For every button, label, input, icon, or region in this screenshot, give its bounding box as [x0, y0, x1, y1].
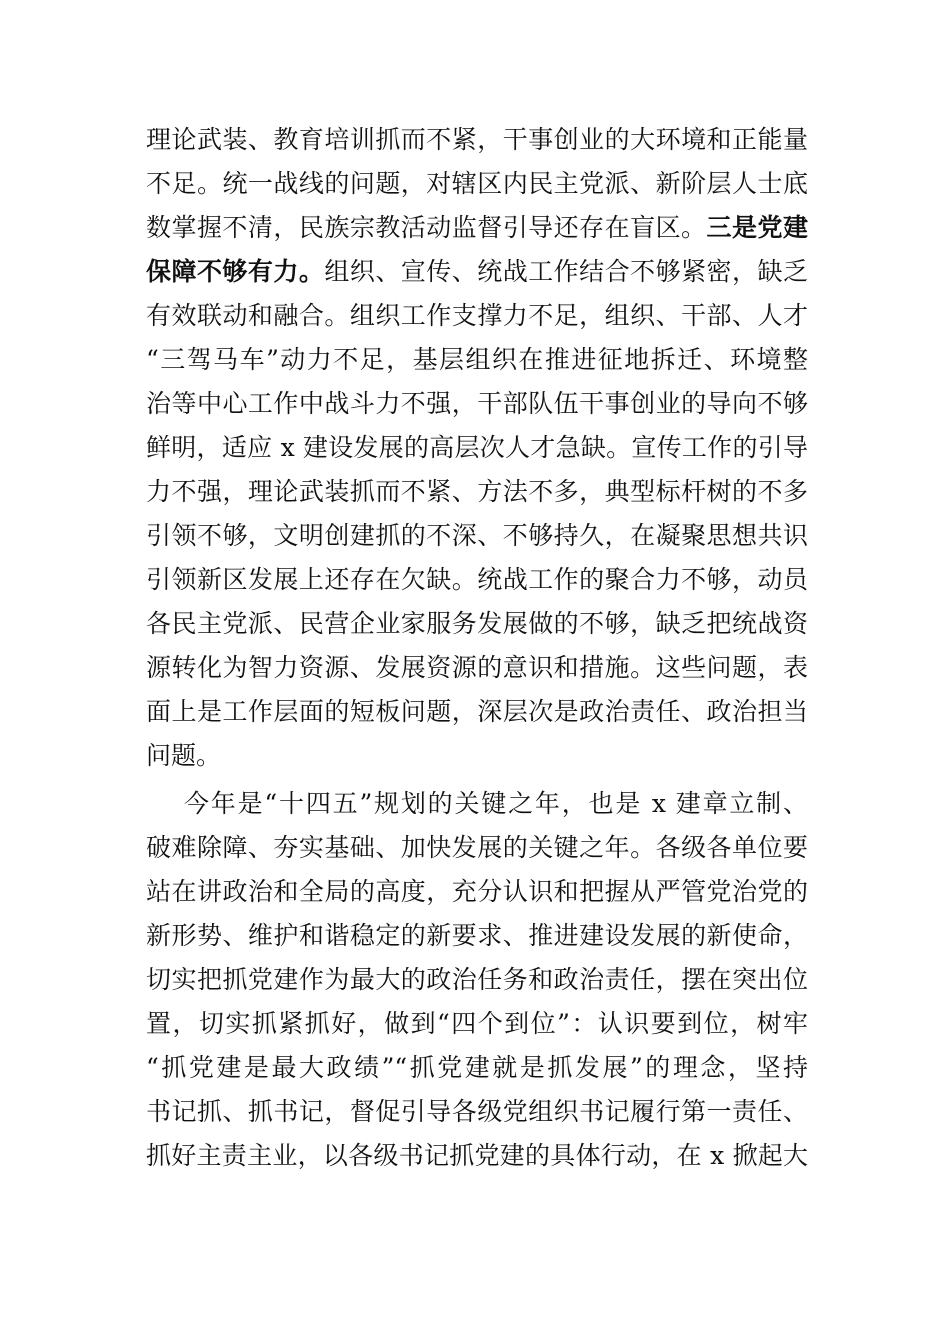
text-line: [146, 118, 808, 162]
text-line: [146, 250, 808, 294]
text-run: 抓好主责主业，以各级书记抓党建的具体行动，在 x 掀起大: [146, 1141, 808, 1170]
text-line: [146, 382, 808, 426]
text-line: [146, 914, 808, 958]
text-line: [146, 426, 808, 470]
text-run: “三驾马车”动力不足，基层组织在推进征地拆迁、环境整: [146, 345, 808, 374]
text-line: [146, 870, 808, 914]
text-run: 各民主党派、民营企业家服务发展做的不够，缺乏把统战资: [146, 609, 808, 638]
text-run: 今年是“十四五”规划的关键之年，也是 x 建章立制、: [184, 789, 808, 818]
text-run: 切实把抓党建作为最大的政治任务和政治责任，摆在突出位: [146, 965, 808, 994]
paragraph: [146, 118, 808, 778]
text-run: 面上是工作层面的短板问题，深层次是政治责任、政治担当: [146, 697, 808, 726]
text-run: 引领不够，文明创建抓的不深、不够持久，在凝聚思想共识: [146, 521, 808, 550]
text-line: [146, 514, 808, 558]
text-run: 理论武装、教育培训抓而不紧，干事创业的大环境和正能量: [146, 125, 808, 154]
text-run: 组织、宣传、统战工作结合不够紧密，缺乏: [324, 257, 808, 286]
text-line: [146, 958, 808, 1002]
text-run: 不足。统一战线的问题，对辖区内民主党派、新阶层人士底: [146, 169, 808, 198]
text-line: [146, 162, 808, 206]
document-body: [146, 118, 808, 1178]
bold-heading-run: 保障不够有力。: [146, 257, 325, 286]
text-line: [146, 1090, 808, 1134]
text-line: [146, 470, 808, 514]
text-run: 引领新区发展上还存在欠缺。统战工作的聚合力不够，动员: [146, 565, 808, 594]
text-line: [146, 294, 808, 338]
text-run: 问题。: [146, 741, 222, 770]
text-line: [146, 646, 808, 690]
text-run: 书记抓、抓书记，督促引导各级党组织书记履行第一责任、: [146, 1097, 808, 1126]
text-line: [146, 1134, 808, 1178]
text-line: [146, 690, 808, 734]
text-run: 置，切实抓紧抓好，做到“四个到位”：认识要到位，树牢: [146, 1009, 808, 1038]
text-run: “抓党建是最大政绩”“抓党建就是抓发展”的理念，坚持: [146, 1053, 808, 1082]
text-line: [146, 826, 808, 870]
text-line: [146, 1002, 808, 1046]
text-run: 有效联动和融合。组织工作支撑力不足，组织、干部、人才: [146, 301, 808, 330]
paragraph: [146, 782, 808, 1178]
text-run: 鲜明，适应 x 建设发展的高层次人才急缺。宣传工作的引导: [146, 433, 808, 462]
text-run: 数掌握不清，民族宗教活动监督引导还存在盲区。: [146, 213, 707, 242]
text-line: [146, 1046, 808, 1090]
text-line: [146, 206, 808, 250]
text-run: 破难除障、夯实基础、加快发展的关键之年。各级各单位要: [146, 833, 808, 862]
text-line: [146, 782, 808, 826]
text-run: 力不强，理论武装抓而不紧、方法不多，典型标杆树的不多: [146, 477, 808, 506]
text-run: 治等中心工作中战斗力不强，干部队伍干事创业的导向不够: [146, 389, 808, 418]
text-line: [146, 338, 808, 382]
text-line: [146, 734, 808, 778]
text-run: 新形势、维护和谐稳定的新要求、推进建设发展的新使命，: [146, 921, 808, 950]
text-line: [146, 558, 808, 602]
text-run: 站在讲政治和全局的高度，充分认识和把握从严管党治党的: [146, 877, 808, 906]
bold-heading-run: 三是党建: [706, 213, 808, 242]
text-line: [146, 602, 808, 646]
text-run: 源转化为智力资源、发展资源的意识和措施。这些问题，表: [146, 653, 808, 682]
